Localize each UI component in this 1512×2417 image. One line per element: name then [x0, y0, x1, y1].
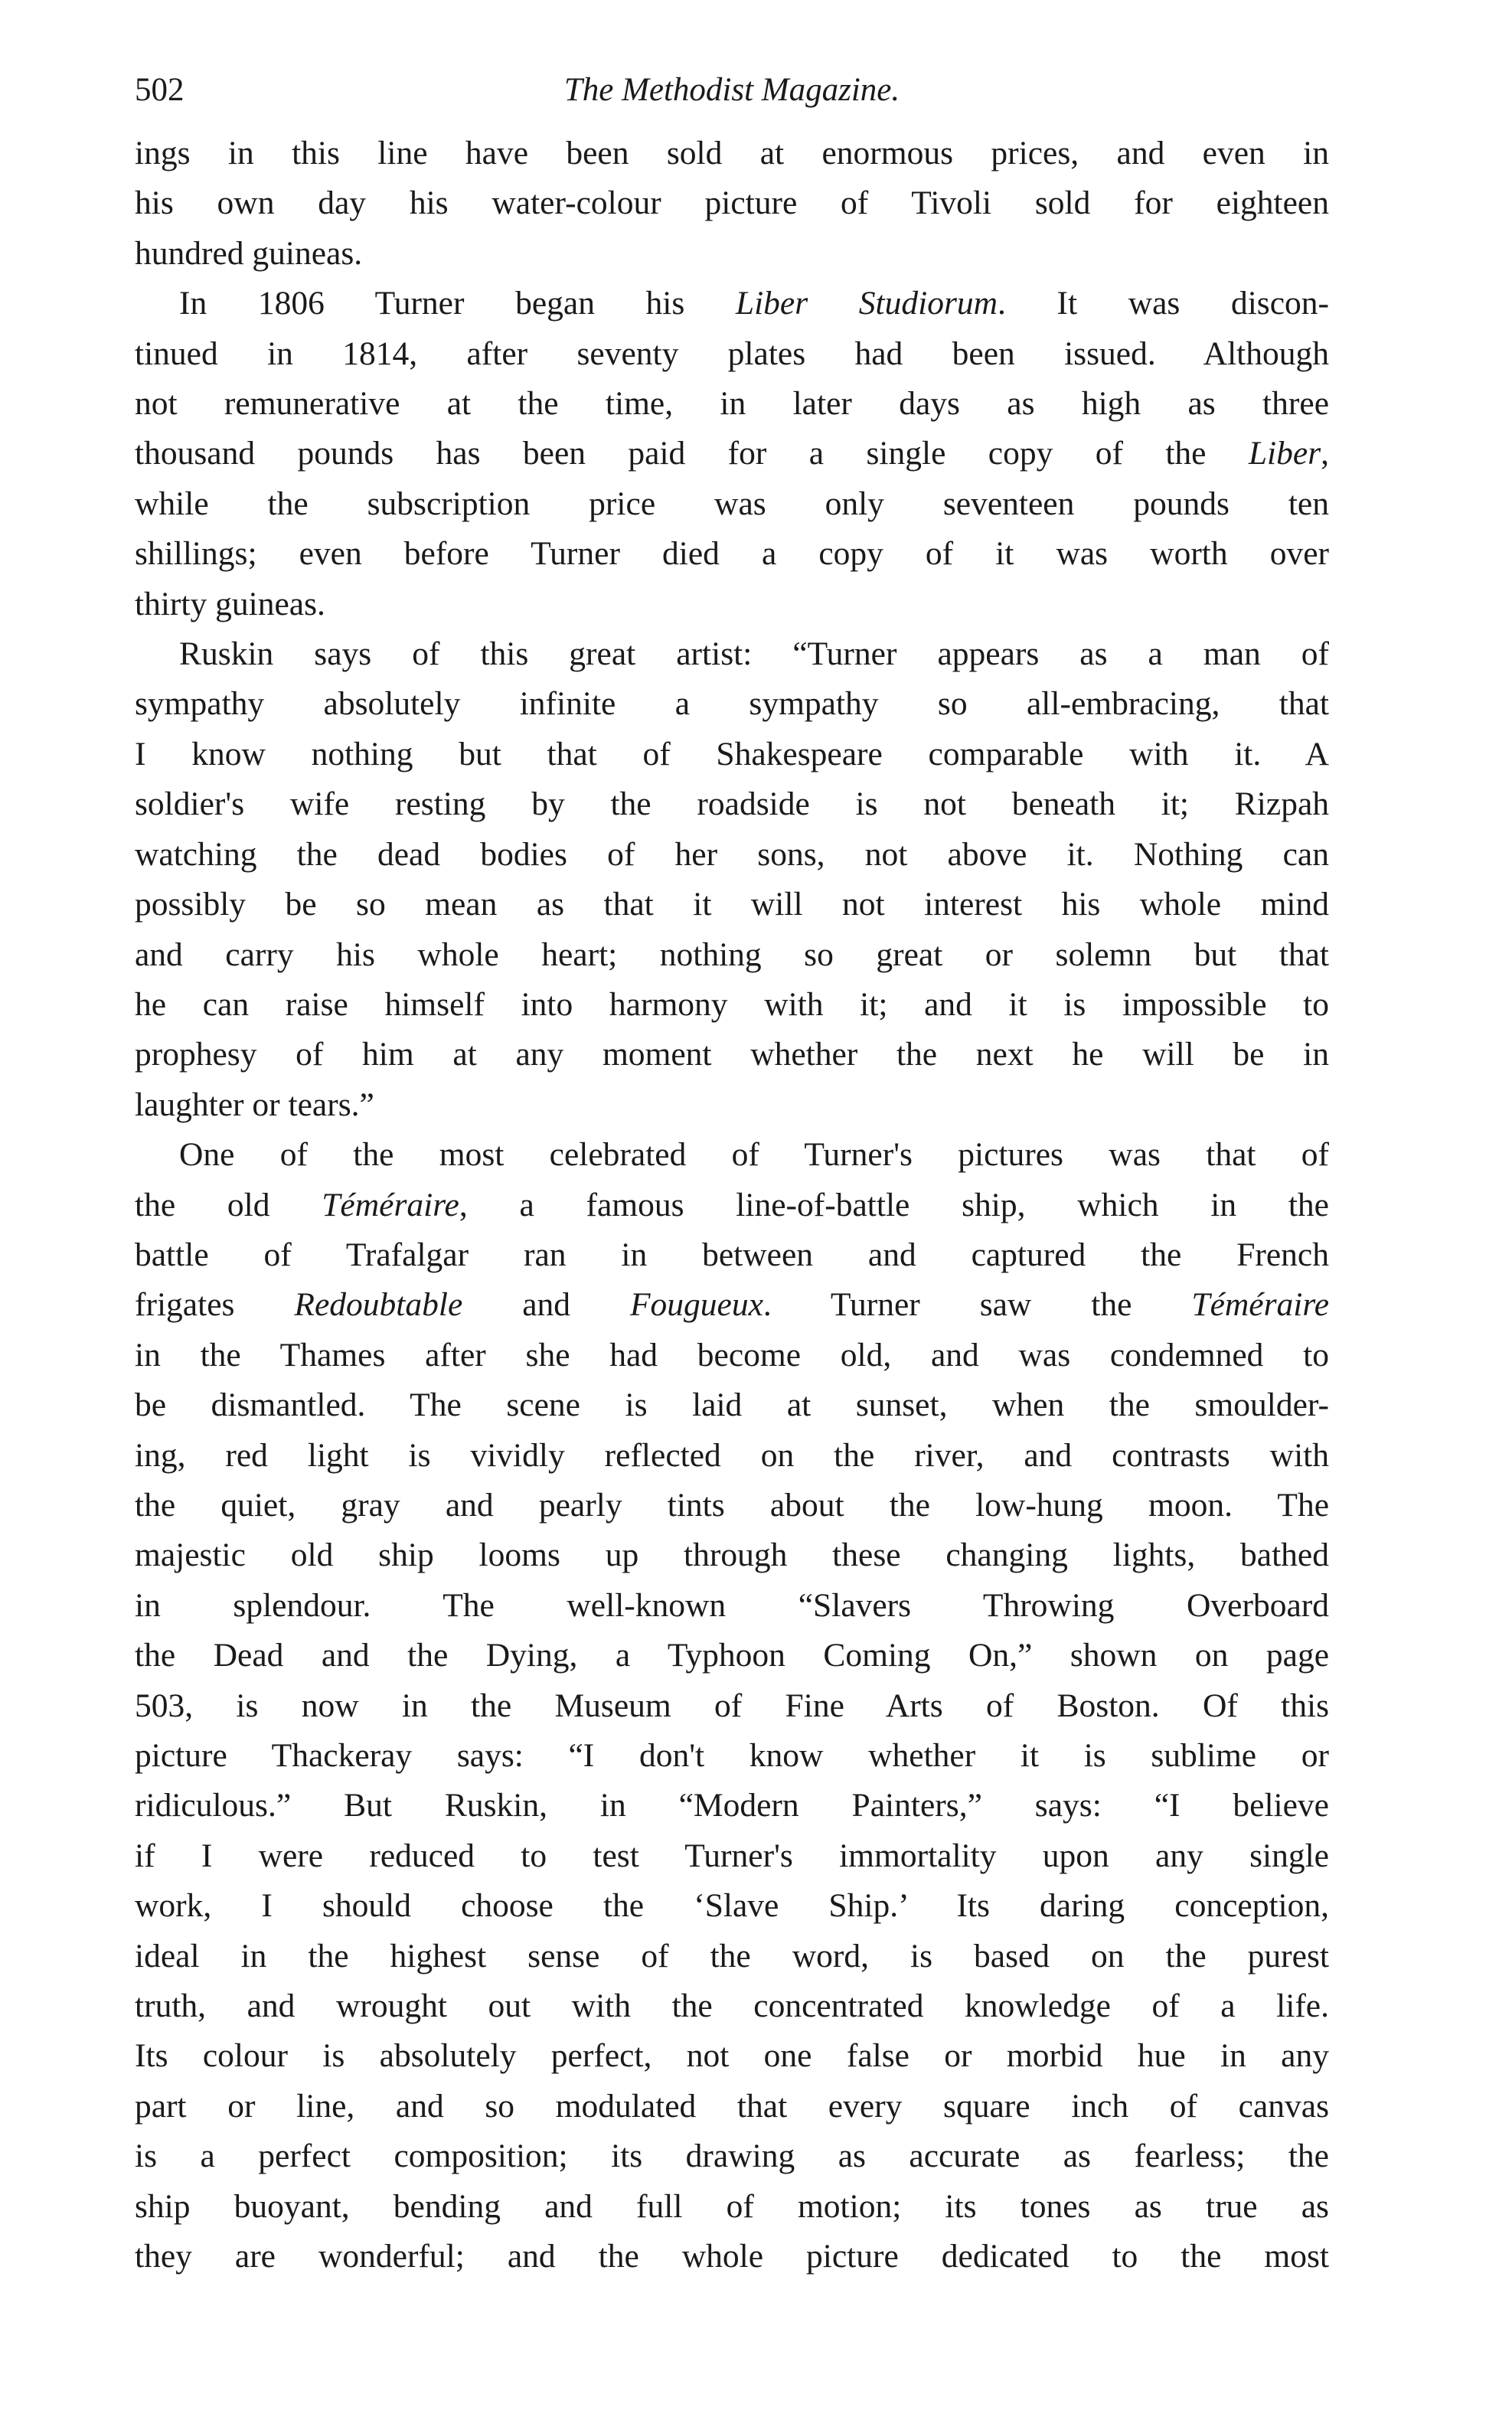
paragraph [135, 1130, 1329, 2281]
text-line: picture Thackeray says: “I don't know whether it is sublime or [135, 1737, 1329, 1774]
text-line: ing, red light is vividly reflected on the river, and contrasts with [135, 1436, 1329, 1474]
text-line: laughter or tears.” [135, 1086, 374, 1123]
paragraph [135, 629, 1329, 1130]
text-line: watching the dead bodies of her sons, not above it. Nothing can [135, 835, 1329, 873]
text-line: work, I should choose the ‘Slave Ship.’ Its daring conception, [135, 1887, 1329, 1925]
text-line: majestic old ship looms up through these changing lights, bathed [135, 1537, 1329, 1574]
text-line: truth, and wrought out with the concentrated knowledge of a life. [135, 1987, 1329, 2025]
text-line: the old Téméraire, a famous line-of-battle ship, which in the [135, 1186, 1329, 1223]
text-line: prophesy of him at any moment whether the next he will be in [135, 1036, 1329, 1073]
text-line: thousand pounds has been paid for a single copy of the Liber, [135, 435, 1329, 472]
text-line: frigates Redoubtable and Fougueux. Turner saw the Téméraire [135, 1286, 1329, 1324]
text-line: not remunerative at the time, in later days as high as three [135, 385, 1329, 423]
book-page [135, 66, 1329, 2281]
text-line: shillings; even before Turner died a copy of it was worth over [135, 535, 1329, 573]
text-line: I know nothing but that of Shakespeare comparable with it. A [135, 735, 1329, 772]
text-line: possibly be so mean as that it will not interest his whole mind [135, 886, 1329, 923]
running-title: The Methodist Magazine. [563, 72, 900, 108]
page-number: 502 [135, 72, 185, 108]
text-line: sympathy absolutely infinite a sympathy so all-embracing, that [135, 685, 1329, 723]
text-line: 503, is now in the Museum of Fine Arts of Boston. Of this [135, 1687, 1329, 1724]
text-line: Its colour is absolutely perfect, not one false or morbid hue in any [135, 2037, 1329, 2075]
text-line: be dismantled. The scene is laid at sunset, when the smoulder- [135, 1387, 1329, 1424]
text-line: One of the most celebrated of Turner's pictures was that of [179, 1136, 1329, 1174]
text-line: and carry his whole heart; nothing so great or solemn but that [135, 936, 1329, 973]
text-line: the Dead and the Dying, a Typhoon Coming On,” shown on page [135, 1637, 1329, 1674]
page-header [135, 66, 1329, 115]
article-body [135, 129, 1329, 2281]
text-line: is a perfect composition; its drawing as accurate as fearless; the [135, 2138, 1329, 2175]
text-line: the quiet, gray and pearly tints about the low-hung moon. The [135, 1486, 1329, 1524]
text-line: if I were reduced to test Turner's immortality upon any single [135, 1837, 1329, 1874]
text-line: ridiculous.” But Ruskin, in “Modern Painters,” says: “I believe [135, 1787, 1329, 1824]
text-line: in splendour. The well-known “Slavers Throwing Overboard [135, 1586, 1329, 1624]
text-line: thirty guineas. [135, 585, 325, 622]
text-line: part or line, and so modulated that every square inch of canvas [135, 2087, 1329, 2125]
text-line: hundred guineas. [135, 234, 363, 272]
text-line: Ruskin says of this great artist: “Turner appears as a man of [179, 635, 1329, 673]
text-line: ings in this line have been sold at enormous prices, and even in [135, 135, 1329, 171]
text-line: ship buoyant, bending and full of motion; its tones as true as [135, 2187, 1329, 2225]
text-line: they are wonderful; and the whole picture dedicated to the most [135, 2238, 1329, 2275]
text-line: while the subscription price was only seventeen pounds ten [135, 485, 1329, 522]
text-line: battle of Trafalgar ran in between and captured the French [135, 1236, 1329, 1273]
text-line: soldier's wife resting by the roadside is not beneath it; Rizpah [135, 786, 1329, 823]
text-line: In 1806 Turner began his Liber Studiorum. It was discon- [179, 285, 1330, 322]
text-line: tinued in 1814, after seventy plates had been issued. Although [135, 335, 1329, 372]
text-line: ideal in the highest sense of the word, is based on the purest [135, 1937, 1329, 1974]
paragraph [135, 279, 1329, 629]
text-line: he can raise himself into harmony with it; and it is impossible to [135, 985, 1329, 1023]
text-line: his own day his water-colour picture of Tivoli sold for eighteen [135, 185, 1329, 222]
paragraph [135, 129, 1329, 279]
text-line: in the Thames after she had become old, and was condemned to [135, 1336, 1329, 1373]
